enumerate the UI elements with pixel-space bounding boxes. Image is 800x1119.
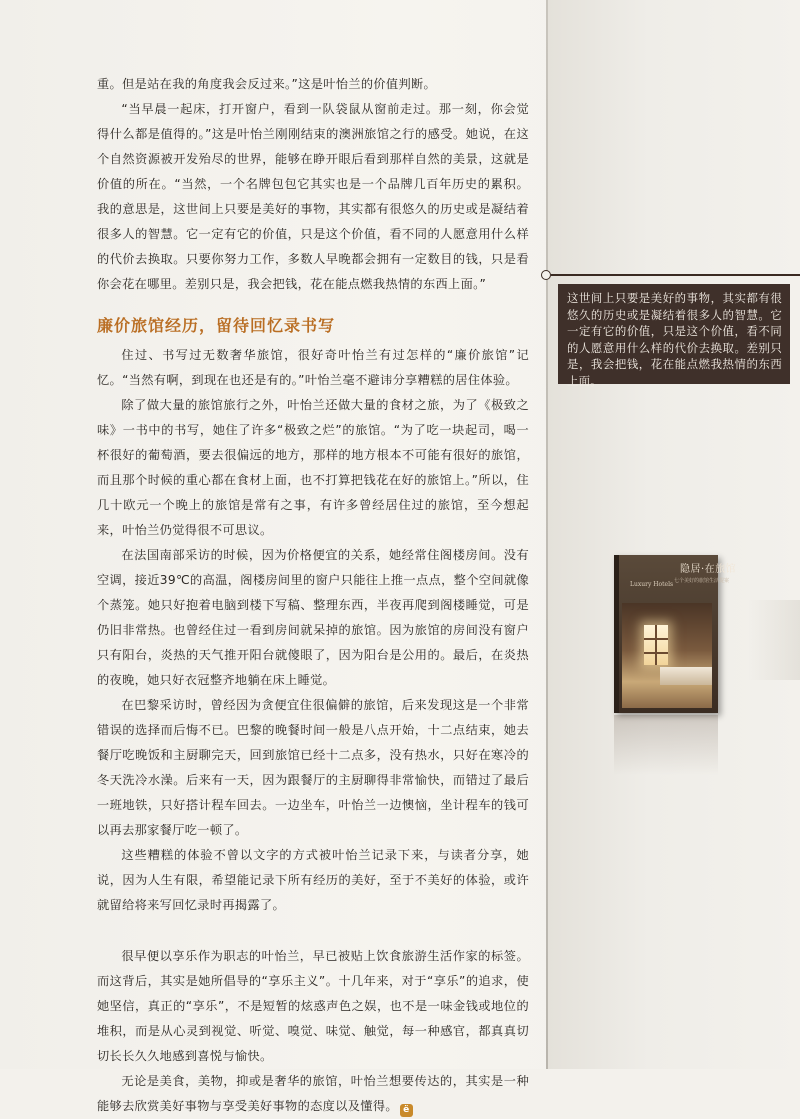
end-mark-icon: ë	[400, 1104, 413, 1117]
page-gutter	[546, 0, 548, 1069]
window-frame	[644, 652, 668, 654]
book-english-title: Luxury Hotels	[630, 581, 674, 588]
book-spine	[614, 555, 619, 713]
section-heading: 廉价旅馆经历，留待回忆录书写	[97, 316, 336, 335]
book-reflection	[614, 715, 718, 775]
window-frame	[655, 625, 657, 665]
closing-text: 无论是美食，美物，抑或是奢华的旅馆，叶怡兰想要传达的，其实是一种能够去欣赏美好事物与享受美好事物的态度以及懂得。	[97, 1074, 529, 1113]
background-decoration	[748, 600, 800, 680]
window-glow	[644, 625, 668, 665]
pull-quote: 这世间上只要是美好的事物，其实都有很悠久的历史或是凝结着很多人的智慧。它一定有它的价值，只是这个价值，看不同的人愿意用什么样的代价去换取。差别只是，我会把钱，花在能点燃我热情的东西上面。	[558, 284, 790, 384]
article-paragraph: 很早便以享乐作为职志的叶怡兰，早已被贴上饮食旅游生活作家的标签。而这背后，其实是她所倡导的“享乐主义”。十几年来，对于“享乐”的追求，使她坚信，真正的“享乐”，不是短暂的炫惑声色之娱，也不是一味金钱或地位的堆积，而是从心灵到视觉、听觉、嗅觉、味觉、触觉，每一种感官，都真真切切长长久久地感到喜悦与愉快。	[97, 949, 529, 1063]
article-paragraph: 这些糟糕的体验不曾以文字的方式被叶怡兰记录下来，与读者分享，她说，因为人生有限，希望能记录下所有经历的美好，至于不美好的体验，或许就留给将来写回忆录时再揭露了。	[97, 848, 529, 912]
quote-connector-dot	[541, 270, 551, 280]
book-subtitle: 七个美好的旅馆生活提案	[674, 578, 730, 584]
book-title: 隐居·在旅馆	[680, 564, 737, 575]
article-closing-paragraph	[97, 1069, 529, 1119]
window-frame	[644, 638, 668, 640]
article-paragraph: 重。但是站在我的角度我会反过来。”这是叶怡兰的价值判断。	[97, 77, 437, 91]
book-cover-image	[614, 555, 737, 713]
article-paragraph: 住过、书写过无数奢华旅馆，很好奇叶怡兰有过怎样的“廉价旅馆”记忆。“当然有啊，到现在也还是有的。”叶怡兰毫不避讳分享糟糕的居住体验。	[97, 348, 529, 387]
article-paragraph: “当早晨一起床，打开窗户，看到一队袋鼠从窗前走过。那一刻，你会觉得什么都是值得的。”这是叶怡兰刚刚结束的澳洲旅馆之行的感受。她说，在这个自然资源被开发殆尽的世界，能够在睁开眼后看到那样自然的美景，这就是价值的所在。“当然，一个名牌包包它其实也是一个品牌几百年历史的累积。我的意思是，这世间上只要是美好的事物，其实都有很悠久的历史或是凝结着很多人的智慧。它一定有它的价值，只是这个价值，看不同的人愿意用什么样的代价去换取。只要你努力工作，多数人早晚都会拥有一定数目的钱，只是看你会花在哪里。差别只是，我会把钱，花在能点燃我热情的东西上面。”	[97, 102, 529, 291]
bed-shape	[660, 667, 712, 685]
article-body	[97, 72, 529, 1119]
sidebar-column	[548, 0, 800, 1069]
quote-connector-line	[551, 274, 800, 276]
article-paragraph: 在巴黎采访时，曾经因为贪便宜住很偏僻的旅馆，后来发现这是一个非常错误的选择而后悔不已。巴黎的晚餐时间一般是八点开始，十二点结束，她去餐厅吃晚饭和主厨聊完天，回到旅馆已经十二点多，没有热水，只好在寒冷的冬天洗冷水澡。后来有一天，因为跟餐厅的主厨聊得非常愉快，而错过了最后一班地铁，只好搭计程车回去。一边坐车，叶怡兰一边懊恼，坐计程车的钱可以再去那家餐厅吃一顿了。	[97, 698, 529, 837]
article-paragraph: 在法国南部采访的时候，因为价格便宜的关系，她经常住阁楼房间。没有空调，接近39℃的高温，阁楼房间里的窗户只能往上推一点点，整个空间就像个蒸笼。她只好抱着电脑到楼下写稿、整理东西，半夜再爬到阁楼睡觉，可是仍旧非常热。也曾经住过一看到房间就呆掉的旅馆。因为旅馆的房间没有窗户只有阳台，炎热的天气推开阳台就傻眼了，因为阳台是公用的。最后，在炎热的夜晚，她只好衣冠整齐地躺在床上睡觉。	[97, 548, 529, 687]
article-paragraph: 除了做大量的旅馆旅行之外，叶怡兰还做大量的食材之旅，为了《极致之味》一书中的书写，她住了许多“极致之烂”的旅馆。“为了吃一块起司，喝一杯很好的葡萄酒，要去很偏远的地方，那样的地方根本不可能有很好的旅馆，而且那个时候的重心都在食材上面，也不打算把钱花在好的旅馆上。”所以，住几十欧元一个晚上的旅馆是常有之事，有许多曾经居住过的旅馆，至今想起来，叶怡兰仍觉得很不可思议。	[97, 398, 529, 537]
book-room-photo	[622, 603, 712, 708]
